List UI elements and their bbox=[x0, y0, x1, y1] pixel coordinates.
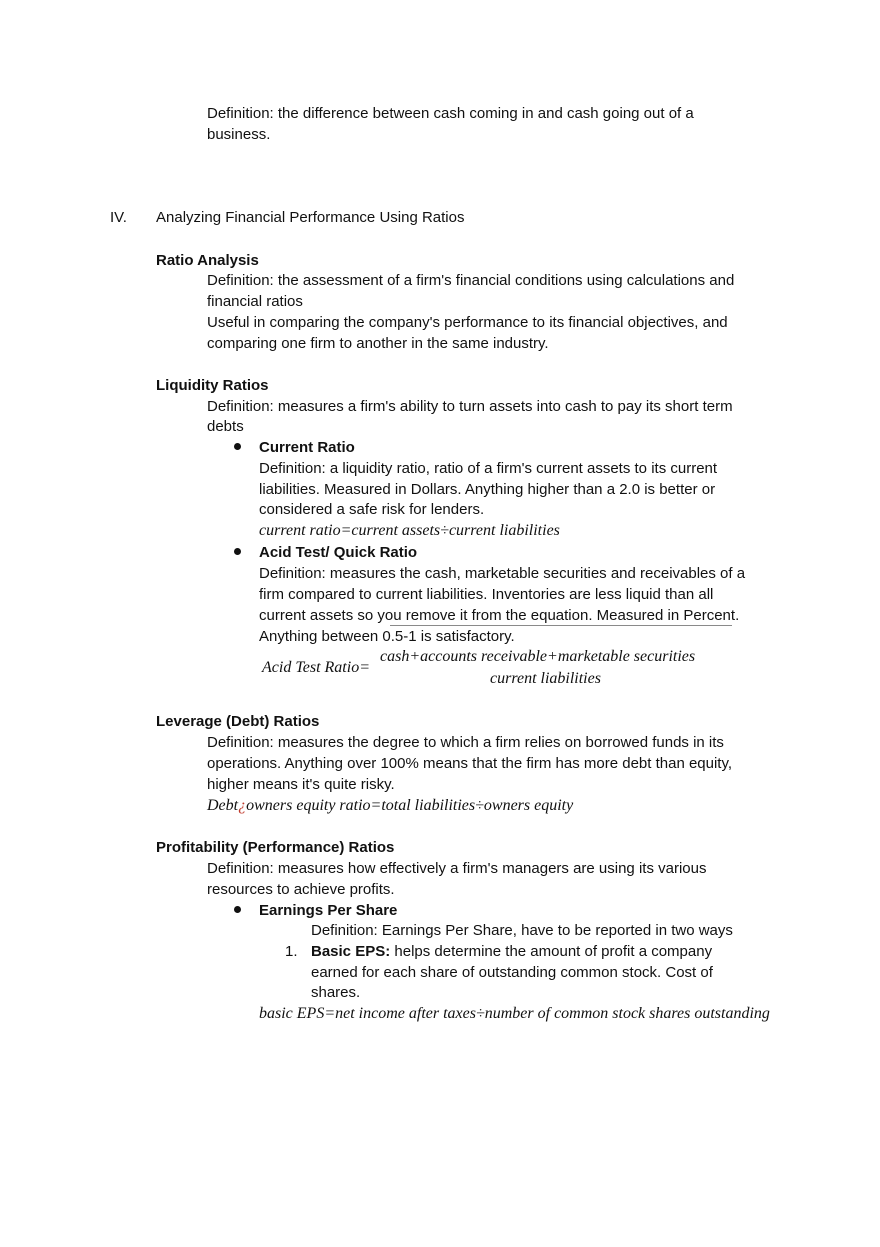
current-ratio-title: Current Ratio bbox=[259, 439, 355, 456]
acid-test-formula-denominator: current liabilities bbox=[490, 670, 601, 687]
current-ratio-formula: current ratio=current assets÷current liabilities bbox=[259, 522, 560, 539]
bullet-icon bbox=[234, 906, 241, 913]
profitability-line: Definition: measures how effectively a firm's managers are using its various bbox=[207, 860, 707, 877]
acid-test-line: Anything between 0.5-1 is satisfactory. bbox=[259, 628, 515, 645]
liquidity-line: Definition: measures a firm's ability to turn assets into cash to pay its short term bbox=[207, 398, 733, 415]
acid-test-formula-numerator: cash+accounts receivable+marketable securities bbox=[380, 648, 696, 665]
leverage-line: Definition: measures the degree to which a firm relies on borrowed funds in its bbox=[207, 734, 724, 751]
basic-eps-text: helps determine the amount of profit a company bbox=[390, 943, 713, 960]
section-title: Analyzing Financial Performance Using Ratios bbox=[156, 209, 465, 226]
eps-definition: Definition: Earnings Per Share, have to be reported in two ways bbox=[311, 922, 733, 939]
current-ratio-line: considered a safe risk for lenders. bbox=[259, 501, 485, 518]
section-numeral: IV. bbox=[110, 209, 127, 226]
bullet-icon bbox=[234, 548, 241, 555]
cash-flow-definition-line: Definition: the difference between cash coming in and cash going out of a bbox=[207, 105, 694, 122]
leverage-line: higher means it's quite risky. bbox=[207, 776, 395, 793]
ratio-analysis-line: comparing one firm to another in the same industry. bbox=[207, 335, 549, 352]
leverage-formula-part: Debt bbox=[207, 797, 239, 814]
profitability-heading: Profitability (Performance) Ratios bbox=[156, 839, 395, 856]
basic-eps-line: shares. bbox=[311, 984, 361, 1001]
profitability-line: resources to achieve profits. bbox=[207, 881, 395, 898]
acid-test-title: Acid Test/ Quick Ratio bbox=[259, 544, 418, 561]
leverage-line: operations. Anything over 100% means that the firm has more debt than equity, bbox=[207, 755, 733, 772]
cash-flow-definition-line: business. bbox=[207, 126, 271, 143]
ratio-analysis-line: Useful in comparing the company's performance to its financial objectives, and bbox=[207, 314, 728, 331]
leverage-formula bbox=[207, 795, 573, 816]
basic-eps-formula: basic EPS=net income after taxes÷number of common stock shares outstanding bbox=[259, 1005, 770, 1022]
basic-eps-line bbox=[311, 941, 712, 962]
leverage-heading: Leverage (Debt) Ratios bbox=[156, 713, 320, 730]
ratio-analysis-heading: Ratio Analysis bbox=[156, 252, 259, 269]
acid-test-line: current assets so you remove it from the equation. Measured in Percent. bbox=[259, 607, 740, 624]
eps-title: Earnings Per Share bbox=[259, 902, 398, 919]
leverage-formula-part: owners equity ratio=total liabilities÷owners equity bbox=[246, 797, 574, 814]
liquidity-heading: Liquidity Ratios bbox=[156, 377, 269, 394]
current-ratio-line: Definition: a liquidity ratio, ratio of a firm's current assets to its current bbox=[259, 460, 718, 477]
acid-test-formula-lhs: Acid Test Ratio= bbox=[262, 659, 370, 676]
eps-item-number: 1. bbox=[285, 943, 298, 960]
ratio-analysis-line: Definition: the assessment of a firm's financial conditions using calculations and bbox=[207, 272, 735, 289]
acid-test-line: firm compared to current liabilities. Inventories are less liquid than all bbox=[259, 586, 714, 603]
leverage-formula-glyph: ¿ bbox=[238, 797, 247, 814]
basic-eps-line: earned for each share of outstanding common stock. Cost of bbox=[311, 964, 713, 981]
acid-test-line: Definition: measures the cash, marketable securities and receivables of a bbox=[259, 565, 746, 582]
liquidity-line: debts bbox=[207, 418, 244, 435]
bullet-icon bbox=[234, 443, 241, 450]
ratio-analysis-line: financial ratios bbox=[207, 293, 303, 310]
basic-eps-label: Basic EPS: bbox=[311, 943, 391, 960]
current-ratio-line: liabilities. Measured in Dollars. Anything higher than a 2.0 is better or bbox=[259, 481, 716, 498]
